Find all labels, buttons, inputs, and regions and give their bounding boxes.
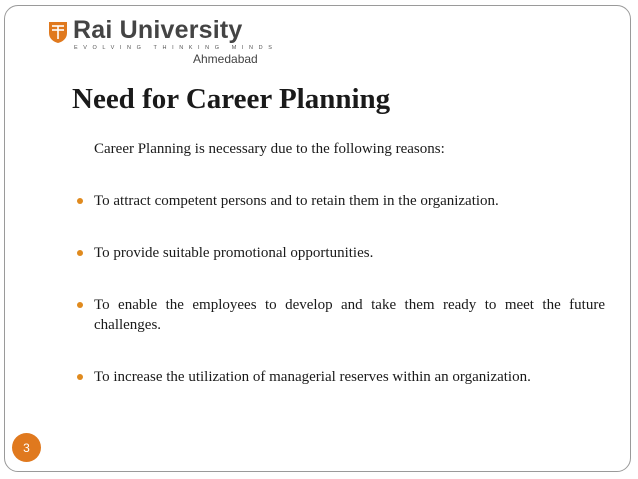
list-item-text: To increase the utilization of managerial reserves within an organization. — [94, 369, 531, 385]
slide-frame — [4, 5, 631, 472]
list-item-text: To enable the employees to develop and take them ready to meet the future challenges. — [94, 297, 605, 333]
reasons-list — [75, 191, 605, 387]
page-number-badge: 3 — [12, 433, 41, 462]
shield-crest-icon — [47, 20, 69, 44]
intro-text: Career Planning is necessary due to the following reasons: — [94, 141, 445, 157]
bullet-icon — [77, 302, 83, 308]
slide-title: Need for Career Planning — [72, 83, 391, 115]
list-item — [75, 243, 605, 263]
logo-tagline: EVOLVING THINKING MINDS — [74, 45, 278, 51]
list-item — [75, 295, 605, 335]
campus-name: Ahmedabad — [193, 52, 258, 66]
bullet-icon — [77, 250, 83, 256]
list-item-text: To attract competent persons and to retain them in the organization. — [94, 193, 499, 209]
list-item — [75, 191, 605, 211]
bullet-icon — [77, 198, 83, 204]
university-logo — [47, 16, 278, 66]
bullet-icon — [77, 374, 83, 380]
list-item-text: To provide suitable promotional opportunities. — [94, 245, 374, 261]
university-name: Rai University — [73, 16, 243, 44]
list-item — [75, 367, 605, 387]
